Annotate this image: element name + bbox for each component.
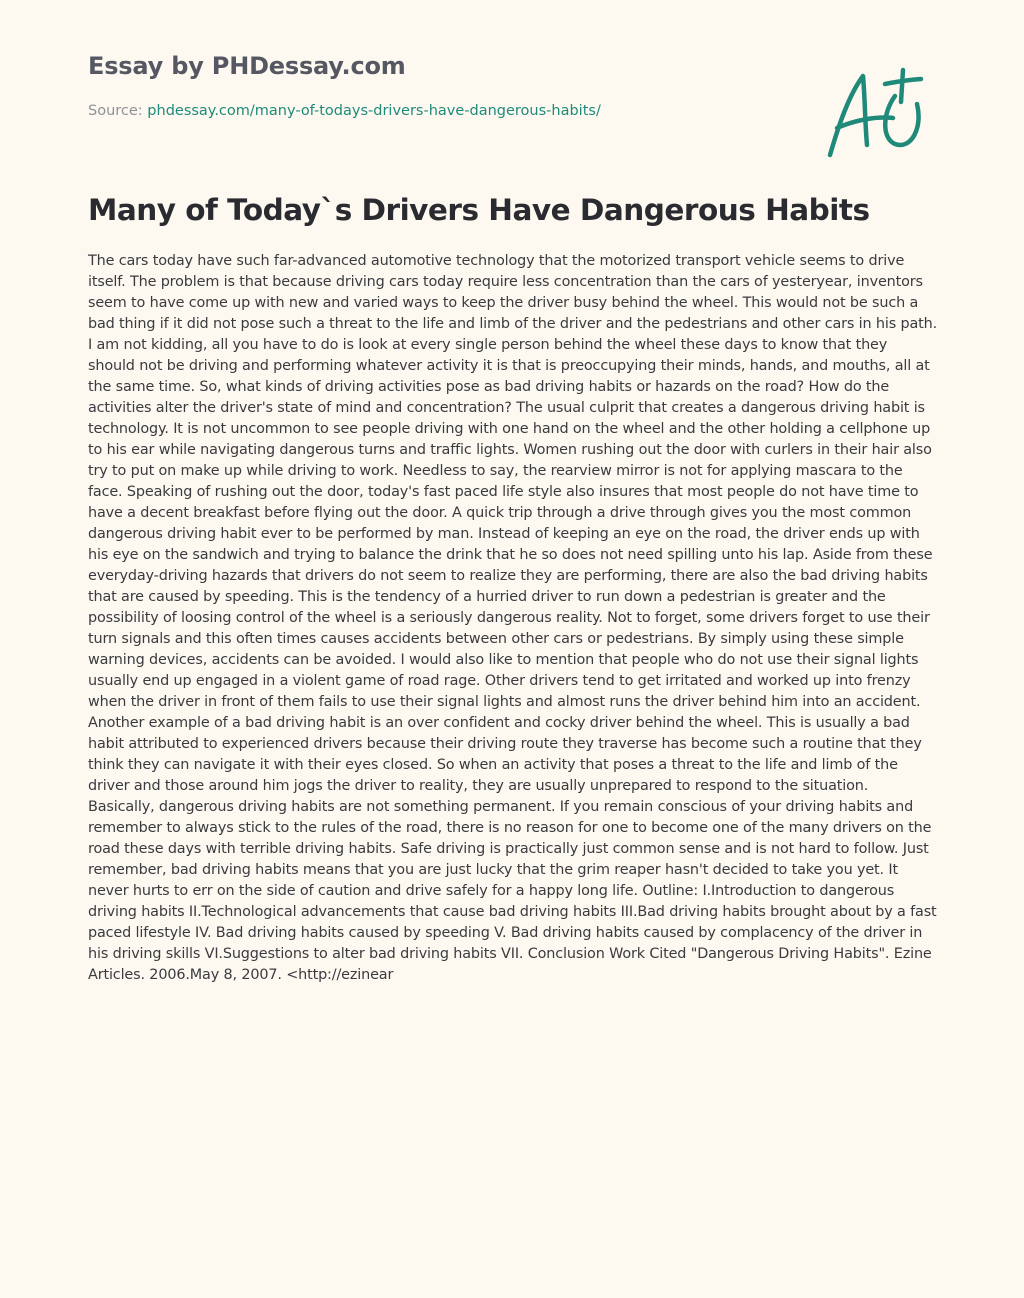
site-title: Essay by PHDessay.com: [88, 52, 406, 80]
page-header: [88, 50, 788, 121]
a-plus-grade-logo: [823, 62, 931, 162]
essay-body: The cars today have such far-advanced automotive technology that the motorized transport vehicle seems to drive itself. The problem is that because driving cars today require less concentration than the cars of yesteryear, inventors seem to have come up with new and varied ways to keep the driver busy behind the wheel. This would not be such a bad thing if it did not pose such a threat to the life and limb of the driver and the pedestrians and other cars in his path. I am not kidding, all you have to do is look at every single person behind the wheel these days to know that they should not be driving and performing whatever activity it is that is preoccupying their minds, hands, and mouths, all at the same time. So, what kinds of driving activities pose as bad driving habits or hazards on the road? How do the activities alter the driver's state of mind and concentration? The usual culprit that creates a dangerous driving habit is technology. It is not uncommon to see people driving with one hand on the wheel and the other holding a cellphone up to his ear while navigating dangerous turns and traffic lights. Women rushing out the door with curlers in their hair also try to put on make up while driving to work. Needless to say, the rearview mirror is not for applying mascara to the face. Speaking of rushing out the door, today's fast paced life style also insures that most people do not have time to have a decent breakfast before flying out the door. A quick trip through a drive through gives you the most common dangerous driving habit ever to be performed by man. Instead of keeping an eye on the road, the driver ends up with his eye on the sandwich and trying to balance the drink that he so does not need spilling unto his lap. Aside from these everyday-driving hazards that drivers do not seem to realize they are performing, there are also the bad driving habits that are caused by speeding. This is the tendency of a hurried driver to run down a pedestrian is greater and the possibility of loosing control of the wheel is a seriously dangerous reality. Not to forget, some drivers forget to use their turn signals and this often times causes accidents between other cars or pedestrians. By simply using these simple warning devices, accidents can be avoided. I would also like to mention that people who do not use their signal lights usually end up engaged in a violent game of road rage. Other drivers tend to get irritated and worked up into frenzy when the driver in front of them fails to use their signal lights and almost runs the driver behind him into an accident. Another example of a bad driving habit is an over confident and cocky driver behind the wheel. This is usually a bad habit attributed to experienced drivers because their driving route they traverse has become such a routine that they think they can navigate it with their eyes closed. So when an activity that poses a threat to the life and limb of the driver and those around him jogs the driver to reality, they are usually unprepared to respond to the situation. Basically, dangerous driving habits are not something permanent. If you remain conscious of your driving habits and remember to always stick to the rules of the road, there is no reason for one to become one of the many drivers on the road these days with terrible driving habits. Safe driving is practically just common sense and is not hard to follow. Just remember, bad driving habits means that you are just lucky that the grim reaper hasn't decided to take you yet. It never hurts to err on the side of caution and drive safely for a happy long life. Outline: I.Introduction to dangerous driving habits II.Technological advancements that cause bad driving habits III.Bad driving habits brought about by a fast paced lifestyle IV. Bad driving habits caused by speeding V. Bad driving habits caused by complacency of the driver in his driving skills VI.Suggestions to alter bad driving habits VII. Conclusion Work Cited "Dangerous Driving Habits". Ezine Articles. 2006.May 8, 2007. <http://ezinear: [88, 253, 938, 983]
source-label: Source:: [88, 103, 143, 119]
essay-title: Many of Today`s Drivers Have Dangerous Habits: [88, 193, 870, 227]
a-plus-icon: [823, 62, 931, 162]
source-link[interactable]: phdessay.com/many-of-todays-drivers-have-dangerous-habits/: [147, 103, 601, 119]
source-line: [88, 101, 788, 121]
